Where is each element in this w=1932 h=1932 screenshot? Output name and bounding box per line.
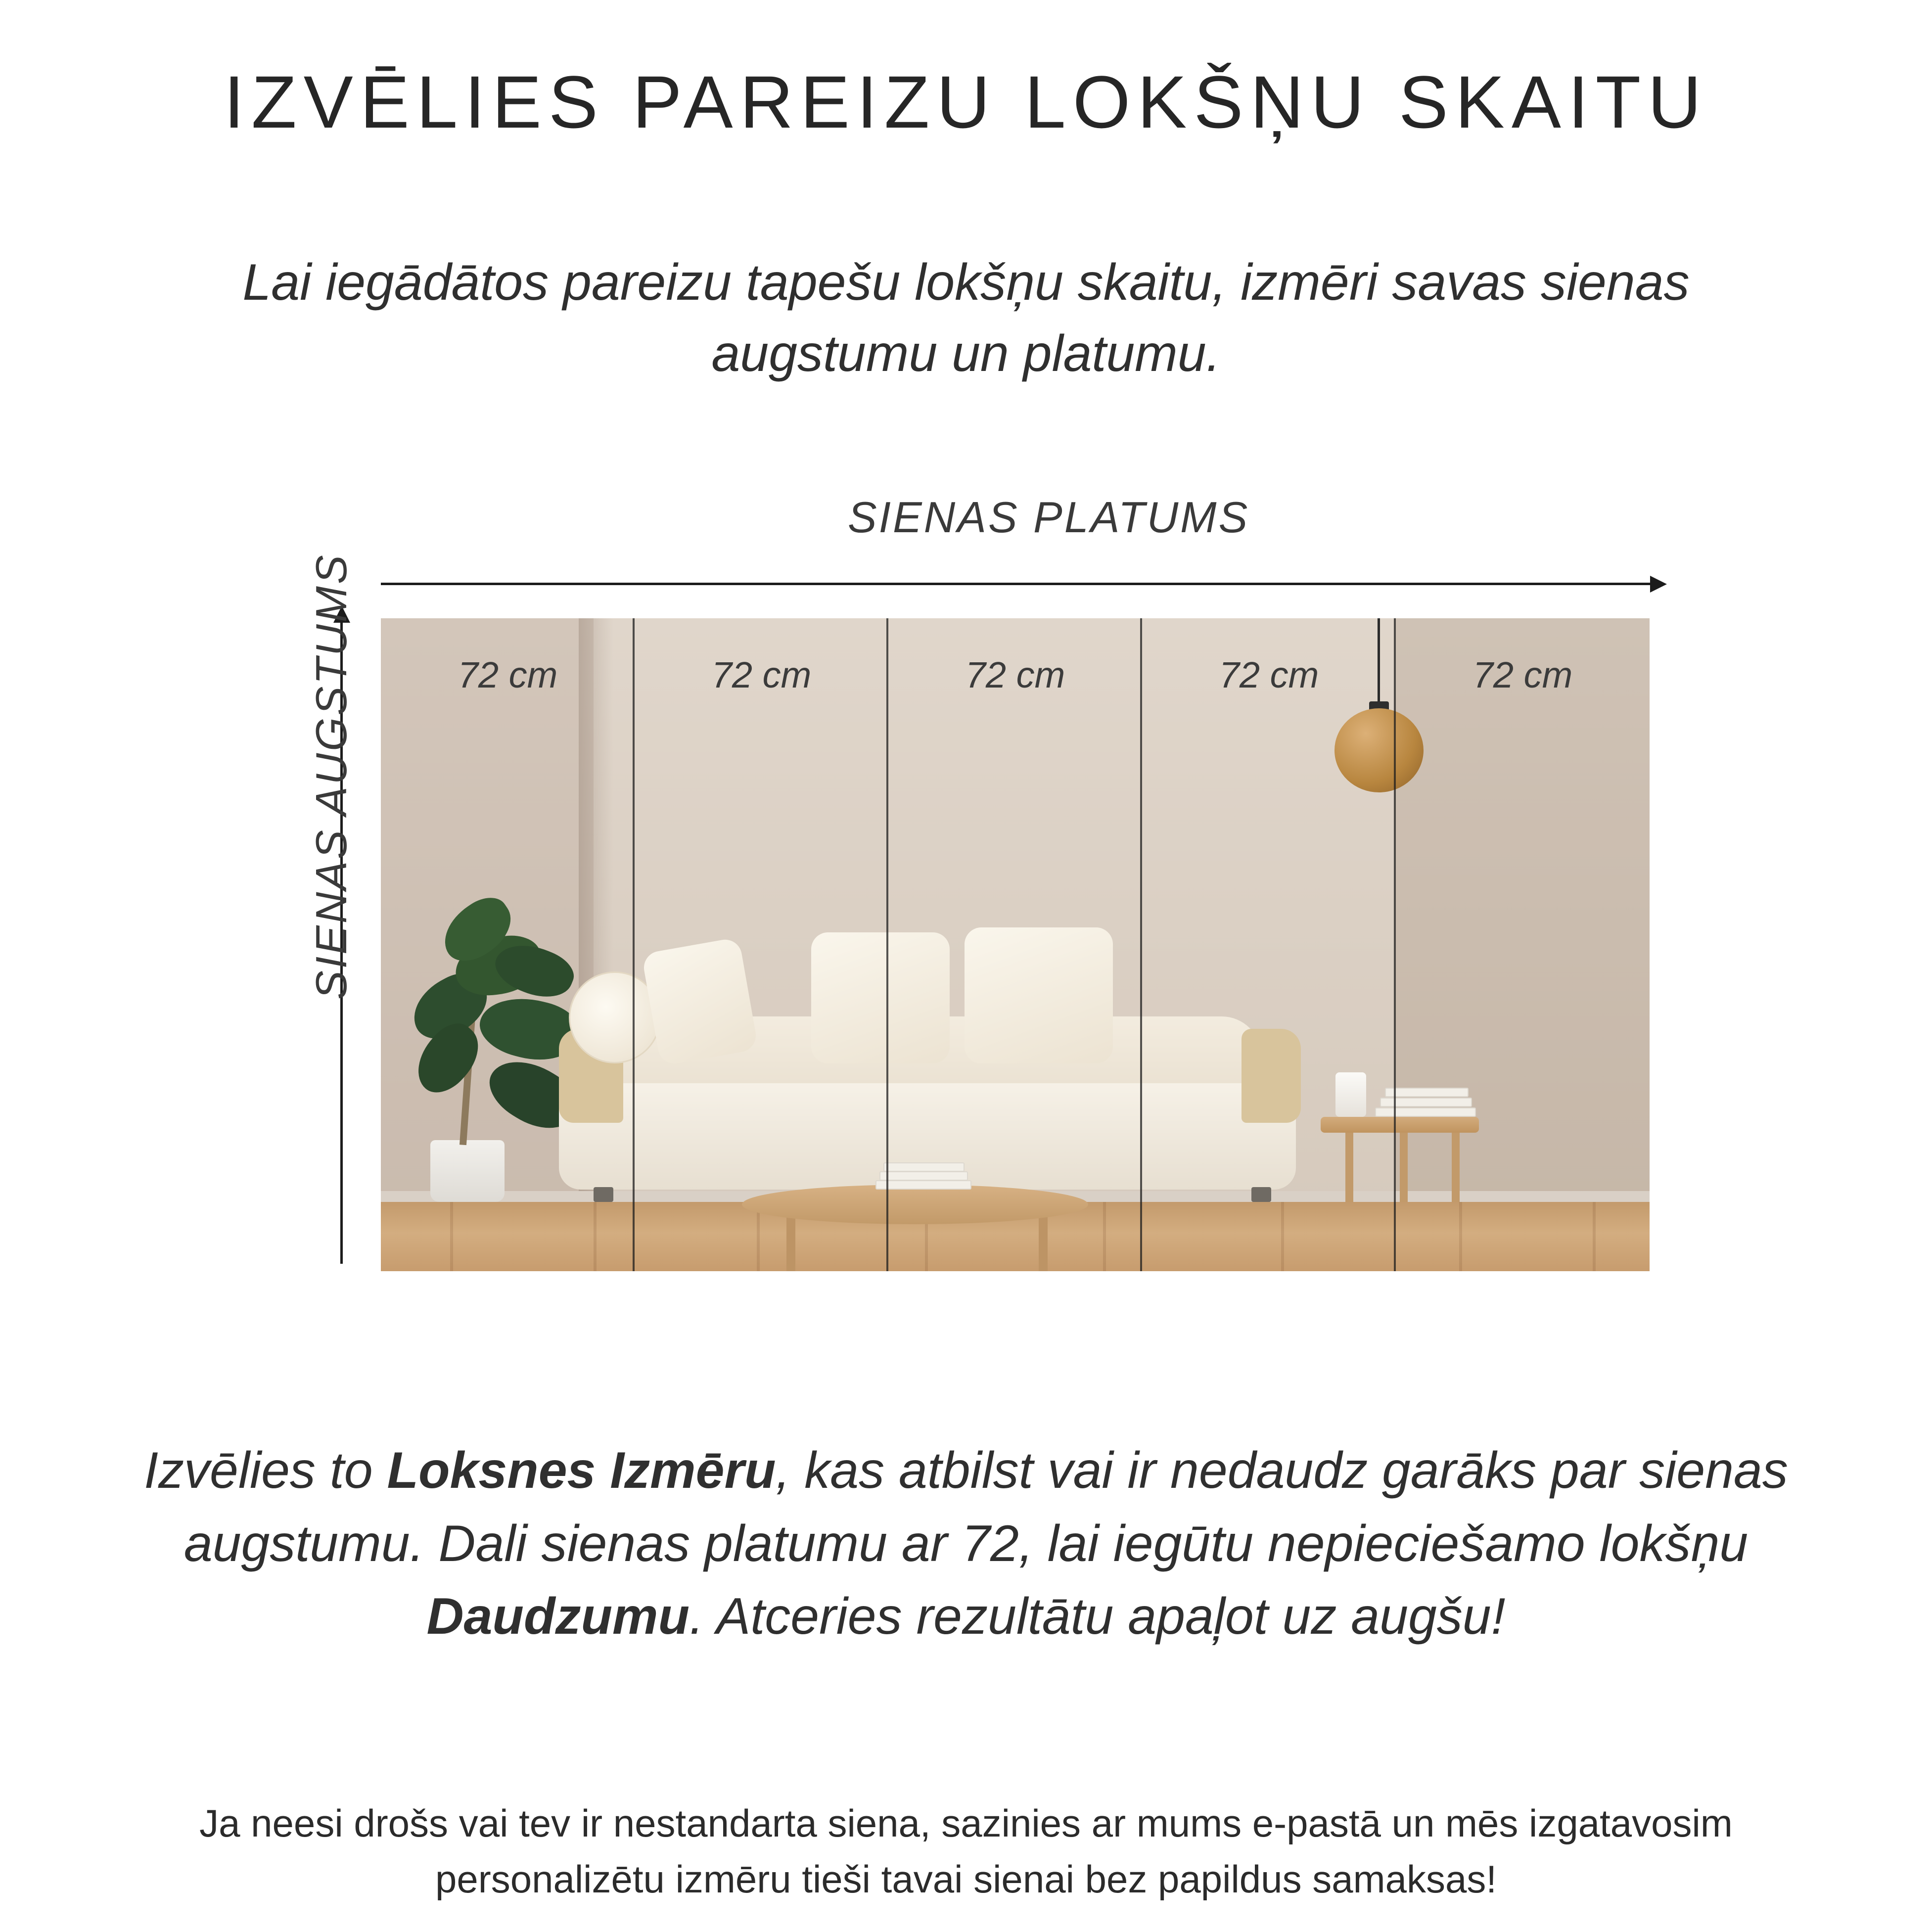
page-title: IZVĒLIES PAREIZU LOKŠŅU SKAITU — [224, 60, 1708, 143]
side-table-top — [1321, 1117, 1479, 1133]
sheet-divider-line — [1394, 618, 1396, 1271]
coffee-table-leg — [786, 1217, 795, 1271]
instructions-emphasis-sheet-size: Loksnes Izmēru — [387, 1442, 776, 1499]
side-table-leg — [1452, 1130, 1460, 1202]
sofa-leg — [594, 1187, 613, 1202]
sheet-divider-line — [886, 618, 888, 1271]
sofa-cushion — [811, 932, 950, 1063]
width-arrow-icon — [381, 574, 1667, 594]
instructions-part-2: , kas atbilst vai ir nedaudz garāks par sienas augstumu. Dali sienas platumu ar 72, lai iegūtu nepieciešamo lokšņu — [184, 1442, 1788, 1572]
side-table-leg — [1400, 1128, 1408, 1202]
sheet-width-label: 72 cm — [711, 654, 812, 695]
sheet-width-label: 72 cm — [965, 654, 1065, 695]
plant-pot — [430, 1140, 505, 1202]
page-subtitle: Lai iegādātos pareizu tapešu lokšņu skaitu, izmēri savas sienas augstumu un platumu. — [242, 254, 1690, 382]
sofa-arm-right — [1242, 1029, 1301, 1123]
instructions-emphasis-quantity: Daudzumu — [426, 1588, 690, 1646]
candle-jar — [1335, 1072, 1366, 1117]
coffee-table-leg — [1039, 1217, 1048, 1271]
sheet-width-label: 72 cm — [1472, 654, 1573, 695]
side-table-leg — [1345, 1130, 1353, 1202]
sheet-width-label: 72 cm — [1219, 654, 1319, 695]
sofa-cushion — [642, 937, 759, 1066]
sheet-divider-line — [633, 618, 635, 1271]
sheet-width-label: 72 cm — [458, 654, 558, 695]
wall-width-axis-label: SIENAS PLATUMS — [847, 493, 1250, 542]
sofa-leg — [1251, 1187, 1271, 1202]
instructions-part-3: . Atceries rezultātu apaļot uz augšu! — [690, 1588, 1506, 1646]
wall-height-axis-label: SIENAS AUGSTUMS — [307, 553, 356, 1000]
room-photo — [381, 618, 1650, 1271]
footnote-text: Ja neesi drošs vai tev ir nestandarta siena, sazinies ar mums e-pastā un mēs izgatavosim personalizētu izmēru tieši tavai sienai bez papildus samaksas! — [199, 1801, 1733, 1901]
sheet-divider-line — [1140, 618, 1142, 1271]
pendant-lamp-shade — [1334, 708, 1424, 792]
coffee-table-top — [742, 1185, 1088, 1224]
book-stack-side-table — [1375, 1082, 1474, 1117]
book-stack-table — [875, 1160, 969, 1190]
wall-measurement-diagram — [277, 493, 1667, 1271]
instructions-text — [118, 1434, 1814, 1654]
instructions-part-1: Izvēlies to — [144, 1442, 387, 1499]
sofa-cushion — [965, 927, 1113, 1063]
